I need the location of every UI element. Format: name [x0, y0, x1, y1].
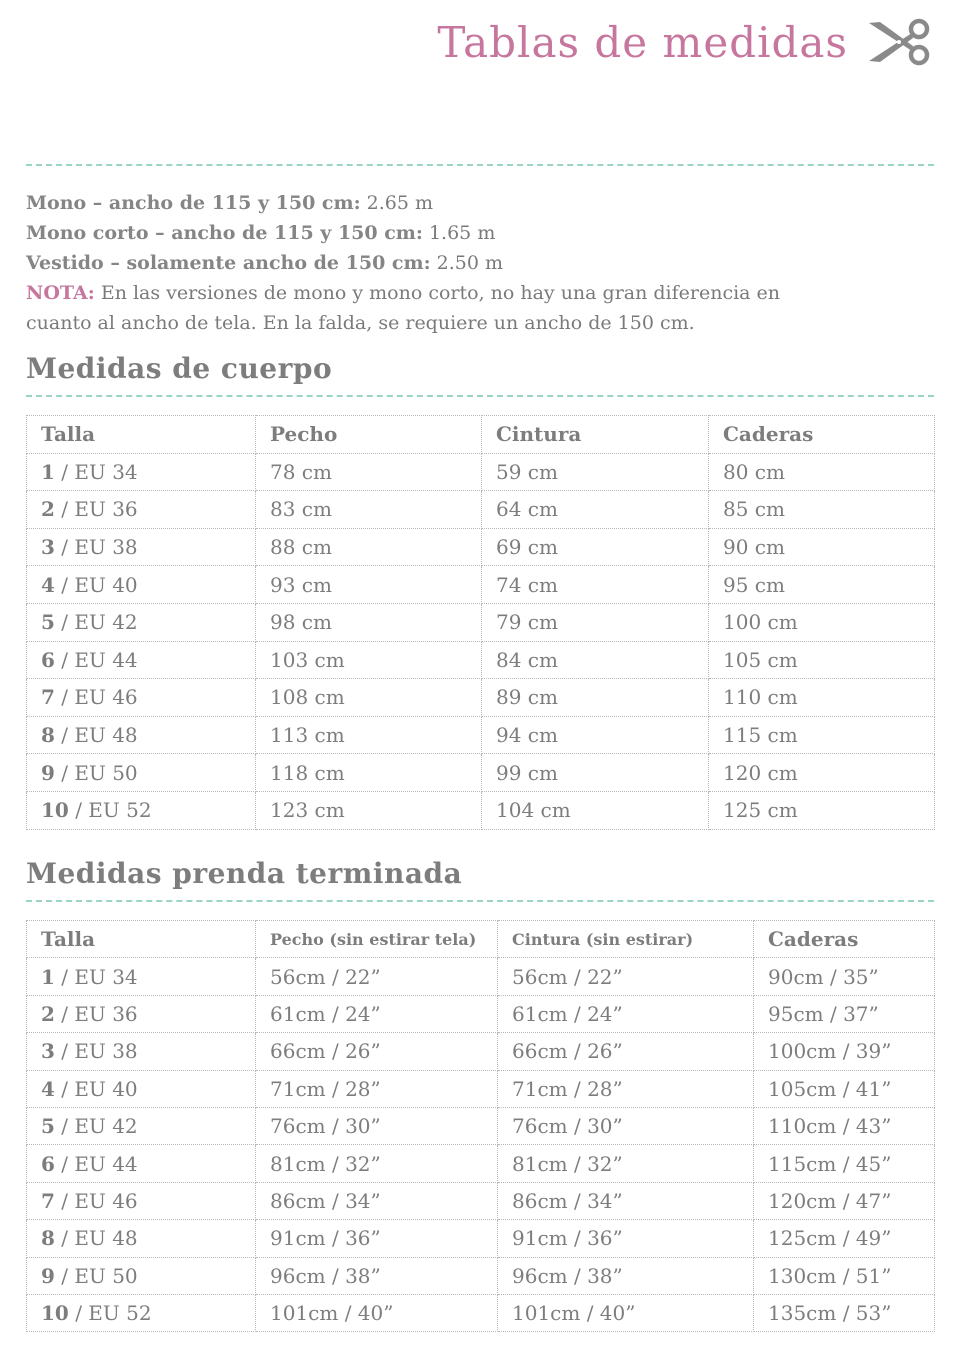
size-cell [27, 791, 256, 829]
col-header-cintura: Cintura [482, 416, 709, 454]
size-eu: / EU 36 [61, 497, 138, 522]
table-row [27, 1033, 935, 1070]
scissors-icon [866, 18, 934, 66]
divider [26, 395, 934, 397]
caderas-cell: 85 cm [709, 491, 935, 529]
cintura-cell: 69 cm [482, 528, 709, 566]
cintura-cell: 61cm / 24” [498, 995, 754, 1032]
size-eu: / EU 48 [61, 723, 138, 748]
caderas-cell: 130cm / 51” [754, 1257, 935, 1294]
cintura-cell: 101cm / 40” [498, 1294, 754, 1331]
table-row [27, 603, 935, 641]
size-cell [27, 995, 256, 1032]
finished-measurements-table [26, 920, 935, 1332]
fabric-label: Vestido – solamente ancho de 150 cm: [26, 252, 431, 274]
size-cell [27, 1033, 256, 1070]
size-number: 6 [41, 1151, 55, 1176]
size-eu: / EU 50 [61, 760, 138, 785]
pecho-cell: 86cm / 34” [256, 1182, 498, 1219]
section-title-body: Medidas de cuerpo [26, 352, 333, 385]
pecho-cell: 71cm / 28” [256, 1070, 498, 1107]
fabric-value: 1.65 m [428, 222, 496, 244]
size-cell [27, 1107, 256, 1144]
size-number: 10 [41, 1301, 69, 1326]
size-eu: / EU 36 [61, 1001, 138, 1026]
col-header-talla: Talla [27, 416, 256, 454]
col-header-caderas: Caderas [709, 416, 935, 454]
caderas-cell: 115cm / 45” [754, 1145, 935, 1182]
page-title: Tablas de medidas [437, 18, 848, 67]
fabric-line [26, 188, 926, 218]
size-eu: / EU 44 [61, 1151, 138, 1176]
cintura-cell: 86cm / 34” [498, 1182, 754, 1219]
size-number: 9 [41, 760, 55, 785]
table-row [27, 566, 935, 604]
size-eu: / EU 40 [61, 1076, 138, 1101]
size-number: 2 [41, 1001, 55, 1026]
size-eu: / EU 40 [61, 572, 138, 597]
pecho-cell: 108 cm [256, 679, 482, 717]
cintura-cell: 66cm / 26” [498, 1033, 754, 1070]
note-text: En las versiones de mono y mono corto, no hay una gran diferencia en [100, 282, 781, 304]
divider [26, 164, 934, 166]
cintura-cell: 81cm / 32” [498, 1145, 754, 1182]
table-row [27, 1145, 935, 1182]
size-number: 3 [41, 1039, 55, 1064]
pecho-cell: 118 cm [256, 754, 482, 792]
caderas-cell: 105cm / 41” [754, 1070, 935, 1107]
size-number: 9 [41, 1263, 55, 1288]
pecho-cell: 101cm / 40” [256, 1294, 498, 1331]
caderas-cell: 120 cm [709, 754, 935, 792]
pecho-cell: 98 cm [256, 603, 482, 641]
size-number: 4 [41, 572, 55, 597]
table-row [27, 958, 935, 995]
cintura-cell: 89 cm [482, 679, 709, 717]
page-header [0, 14, 964, 78]
table-row [27, 528, 935, 566]
size-cell [27, 958, 256, 995]
cintura-cell: 71cm / 28” [498, 1070, 754, 1107]
caderas-cell: 90cm / 35” [754, 958, 935, 995]
caderas-cell: 105 cm [709, 641, 935, 679]
table-row [27, 995, 935, 1032]
caderas-cell: 100cm / 39” [754, 1033, 935, 1070]
col-header-caderas: Caderas [754, 921, 935, 958]
note-line [26, 278, 926, 308]
size-number: 5 [41, 1114, 55, 1139]
size-number: 7 [41, 685, 55, 710]
pecho-cell: 78 cm [256, 453, 482, 491]
size-number: 8 [41, 1226, 55, 1251]
cintura-cell: 99 cm [482, 754, 709, 792]
size-cell [27, 1070, 256, 1107]
caderas-cell: 95 cm [709, 566, 935, 604]
table-row [27, 679, 935, 717]
fabric-label: Mono corto – ancho de 115 y 150 cm: [26, 222, 423, 244]
pecho-cell: 96cm / 38” [256, 1257, 498, 1294]
col-header-pecho: Pecho (sin estirar tela) [256, 921, 498, 958]
size-eu: / EU 44 [61, 647, 138, 672]
size-eu: / EU 52 [75, 1301, 152, 1326]
fabric-line [26, 248, 926, 278]
pecho-cell: 76cm / 30” [256, 1107, 498, 1144]
pecho-cell: 83 cm [256, 491, 482, 529]
size-number: 6 [41, 647, 55, 672]
table-header-row [27, 416, 935, 454]
size-eu: / EU 42 [61, 610, 138, 635]
size-cell [27, 1145, 256, 1182]
size-cell [27, 528, 256, 566]
size-eu: / EU 42 [61, 1114, 138, 1139]
table-row [27, 1257, 935, 1294]
fabric-line [26, 218, 926, 248]
table-row [27, 1107, 935, 1144]
pecho-cell: 88 cm [256, 528, 482, 566]
size-cell [27, 566, 256, 604]
size-eu: / EU 34 [61, 964, 138, 989]
pecho-cell: 61cm / 24” [256, 995, 498, 1032]
size-cell [27, 603, 256, 641]
size-cell [27, 1294, 256, 1331]
cintura-cell: 74 cm [482, 566, 709, 604]
pecho-cell: 81cm / 32” [256, 1145, 498, 1182]
caderas-cell: 90 cm [709, 528, 935, 566]
size-number: 8 [41, 723, 55, 748]
pecho-cell: 103 cm [256, 641, 482, 679]
size-cell [27, 491, 256, 529]
cintura-cell: 96cm / 38” [498, 1257, 754, 1294]
table-row [27, 1182, 935, 1219]
table-row [27, 641, 935, 679]
cintura-cell: 64 cm [482, 491, 709, 529]
cintura-cell: 91cm / 36” [498, 1220, 754, 1257]
size-cell [27, 1257, 256, 1294]
section-title-finished: Medidas prenda terminada [26, 857, 463, 890]
cintura-cell: 104 cm [482, 791, 709, 829]
size-number: 1 [41, 964, 55, 989]
pecho-cell: 56cm / 22” [256, 958, 498, 995]
body-measurements-table [26, 415, 935, 830]
caderas-cell: 110cm / 43” [754, 1107, 935, 1144]
pecho-cell: 123 cm [256, 791, 482, 829]
caderas-cell: 95cm / 37” [754, 995, 935, 1032]
divider [26, 900, 934, 902]
caderas-cell: 100 cm [709, 603, 935, 641]
size-cell [27, 754, 256, 792]
size-cell [27, 679, 256, 717]
size-eu: / EU 46 [61, 1188, 138, 1213]
size-eu: / EU 38 [61, 535, 138, 560]
cintura-cell: 76cm / 30” [498, 1107, 754, 1144]
cintura-cell: 56cm / 22” [498, 958, 754, 995]
table-row [27, 716, 935, 754]
size-cell [27, 641, 256, 679]
table-row [27, 491, 935, 529]
table-row [27, 453, 935, 491]
caderas-cell: 120cm / 47” [754, 1182, 935, 1219]
size-number: 10 [41, 798, 69, 823]
table-row [27, 754, 935, 792]
size-cell [27, 1182, 256, 1219]
caderas-cell: 115 cm [709, 716, 935, 754]
fabric-label: Mono – ancho de 115 y 150 cm: [26, 192, 361, 214]
size-number: 7 [41, 1188, 55, 1213]
size-eu: / EU 50 [61, 1263, 138, 1288]
size-number: 4 [41, 1076, 55, 1101]
pecho-cell: 66cm / 26” [256, 1033, 498, 1070]
table-row [27, 1220, 935, 1257]
col-header-talla: Talla [27, 921, 256, 958]
size-eu: / EU 52 [75, 798, 152, 823]
size-eu: / EU 48 [61, 1226, 138, 1251]
fabric-value: 2.50 m [436, 252, 504, 274]
size-eu: / EU 38 [61, 1039, 138, 1064]
size-cell [27, 1220, 256, 1257]
table-row [27, 1294, 935, 1331]
cintura-cell: 59 cm [482, 453, 709, 491]
size-eu: / EU 34 [61, 459, 138, 484]
col-header-pecho: Pecho [256, 416, 482, 454]
size-eu: / EU 46 [61, 685, 138, 710]
cintura-cell: 94 cm [482, 716, 709, 754]
note-text: cuanto al ancho de tela. En la falda, se requiere un ancho de 150 cm. [26, 312, 695, 334]
caderas-cell: 125cm / 49” [754, 1220, 935, 1257]
fabric-requirements [26, 188, 926, 338]
size-cell [27, 453, 256, 491]
note-label: NOTA: [26, 282, 95, 304]
pecho-cell: 113 cm [256, 716, 482, 754]
size-number: 1 [41, 459, 55, 484]
size-number: 5 [41, 610, 55, 635]
table-row [27, 791, 935, 829]
note-line [26, 308, 926, 338]
caderas-cell: 125 cm [709, 791, 935, 829]
cintura-cell: 84 cm [482, 641, 709, 679]
table-header-row [27, 921, 935, 958]
cintura-cell: 79 cm [482, 603, 709, 641]
caderas-cell: 135cm / 53” [754, 1294, 935, 1331]
caderas-cell: 80 cm [709, 453, 935, 491]
size-number: 2 [41, 497, 55, 522]
col-header-cintura: Cintura (sin estirar) [498, 921, 754, 958]
pecho-cell: 93 cm [256, 566, 482, 604]
pecho-cell: 91cm / 36” [256, 1220, 498, 1257]
fabric-value: 2.65 m [366, 192, 434, 214]
table-row [27, 1070, 935, 1107]
size-cell [27, 716, 256, 754]
caderas-cell: 110 cm [709, 679, 935, 717]
size-number: 3 [41, 535, 55, 560]
